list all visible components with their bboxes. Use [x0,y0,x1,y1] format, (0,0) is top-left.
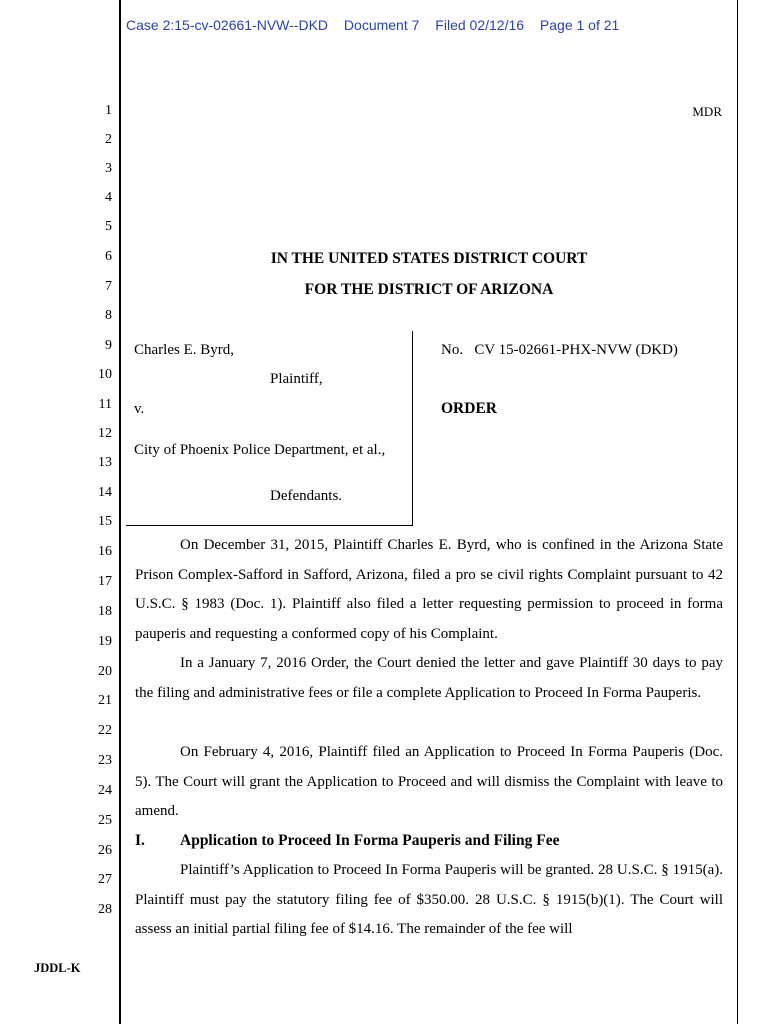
body-paragraph [135,856,723,945]
line-number: 2 [105,132,112,147]
ecf-header [126,17,631,33]
case-number: No. CV 15-02661-PHX-NVW (DKD) [441,342,678,358]
line-number: 12 [98,426,112,441]
versus: v. [134,401,145,417]
section-heading [135,832,559,850]
line-number: 17 [98,574,112,589]
line-number: 27 [98,872,112,887]
defendant-name: City of Phoenix Police Department, et al., [134,442,386,458]
paragraph-text: Plaintiff’s Application to Proceed In Forma Pauperis will be granted. 28 U.S.C. § 1915(a). Plaintiff must pay the statutory filing fee of $350.00. 28 U.S.C. § 1915(b)(1). The Court will assess an initial partial filing fee of $14.16. The remainder of the fee will [135,862,723,937]
line-number: 3 [105,161,112,176]
line-number: 6 [105,249,112,264]
form-code: JDDL-K [34,961,81,975]
body-paragraph [135,531,723,649]
caption-divider-horizontal [126,525,413,526]
section-number: I. [135,832,145,849]
line-number: 11 [98,397,112,412]
line-number: 25 [98,813,112,828]
line-number: 7 [105,279,112,294]
line-number: 23 [98,753,112,768]
paragraph-text: On December 31, 2015, Plaintiff Charles E. Byrd, who is confined in the Arizona State Prison Complex-Safford in Safford, Arizona, filed a pro se civil rights Complaint pursuant to 42 U.S.C. § 1983 (Doc. 1). Plaintiff also filed a letter requesting permission to proceed in forma pauperis and requesting a conformed copy of his Complaint. [135,537,723,642]
line-number: 26 [98,843,112,858]
document-title: ORDER [441,400,497,417]
line-number: 24 [98,783,112,798]
line-number: 1 [105,103,112,118]
caption-divider-vertical [412,331,413,526]
right-margin-rule [737,0,738,1024]
left-margin-rule [119,0,121,1024]
line-number: 8 [105,308,112,323]
line-number: 20 [98,664,112,679]
line-number: 5 [105,219,112,234]
court-district: FOR THE DISTRICT OF ARIZONA [304,281,554,298]
court-name: IN THE UNITED STATES DISTRICT COURT [270,250,588,267]
line-number: 16 [98,544,112,559]
paragraph-text: In a January 7, 2016 Order, the Court denied the letter and gave Plaintiff 30 days to pay the filing and administrative fees or file a complete Application to Proceed In Forma Pauperis. [135,655,723,701]
line-number: 28 [98,902,112,917]
paragraph-text: On February 4, 2016, Plaintiff filed an Application to Proceed In Forma Pauperis (Doc. 5). The Court will grant the Application to Proceed and will dismiss the Complaint with leave to amend. [135,744,723,819]
line-number: 4 [105,190,112,205]
document-number-header: Document 7 [343,17,420,33]
defendant-role: Defendants. [270,488,343,504]
body-paragraph [135,738,723,827]
line-number: 9 [105,338,112,353]
line-number: 10 [98,367,112,382]
line-number: 21 [98,693,112,708]
page-count-header: Page 1 of 21 [539,17,620,33]
line-number: 14 [98,485,112,500]
line-number: 18 [98,604,112,619]
section-title: Application to Proceed In Forma Pauperis and Filing Fee [180,832,560,849]
plaintiff-role: Plaintiff, [270,371,323,387]
case-number-header: Case 2:15-cv-02661-NVW--DKD [126,17,329,33]
plaintiff-name: Charles E. Byrd, [134,342,234,358]
filed-date-header: Filed 02/12/16 [435,17,525,33]
drafter-initials: MDR [692,104,722,119]
body-paragraph [135,649,723,708]
line-number: 22 [98,723,112,738]
line-number: 13 [98,455,112,470]
line-number: 15 [98,514,112,529]
line-number: 19 [98,634,112,649]
